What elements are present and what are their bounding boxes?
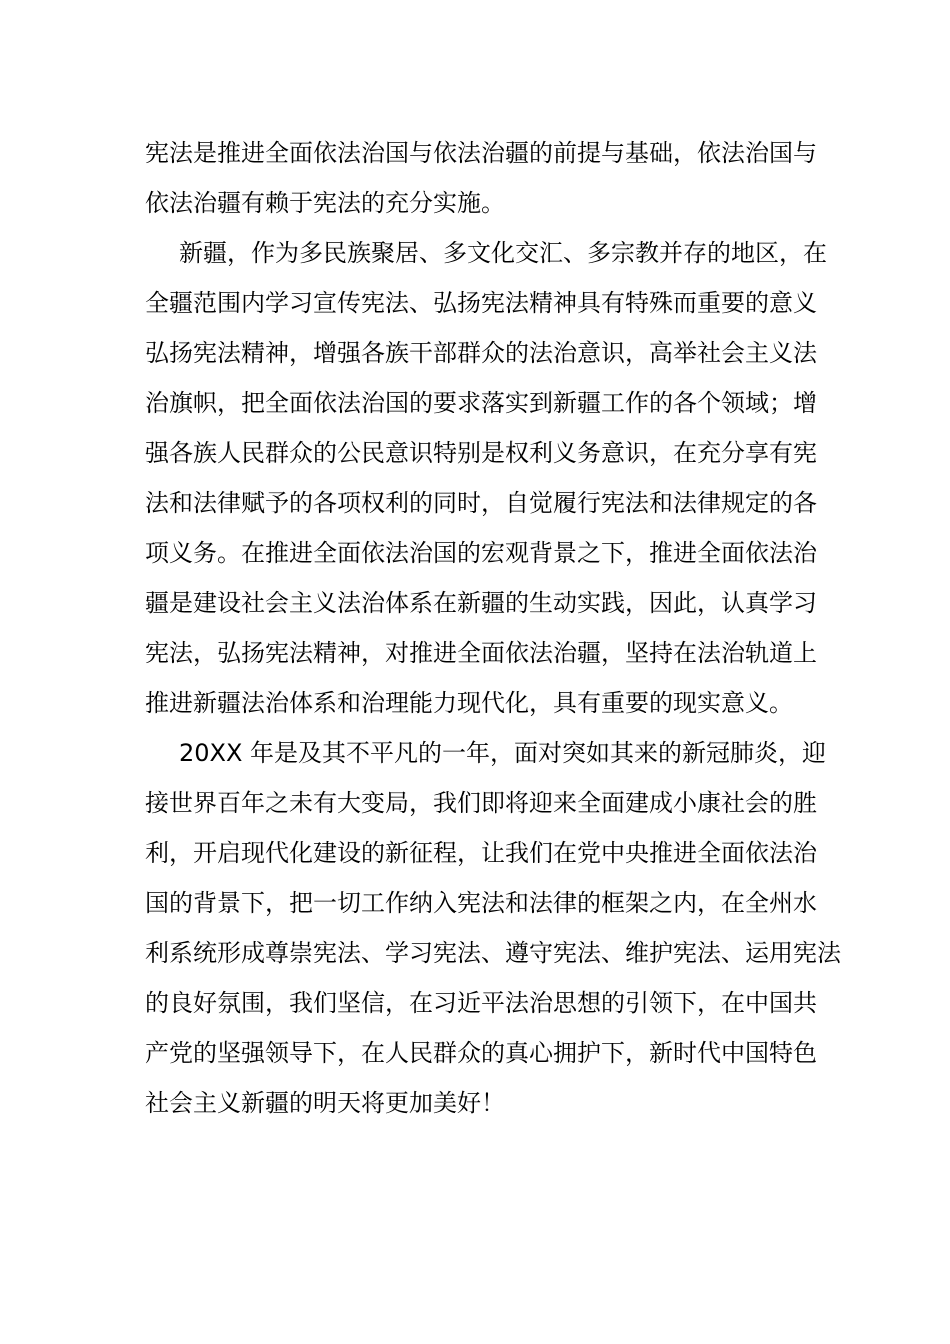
text-line: 推进新疆法治体系和治理能力现代化，具有重要的现实意义。 [145,689,793,717]
text-line: 产党的坚强领导下，在人民群众的真心拥护下，新时代中国特色 [145,1039,817,1067]
text-line: 利系统形成尊崇宪法、学习宪法、遵守宪法、维护宪法、运用宪法 [145,939,841,967]
text-line: 新疆，作为多民族聚居、多文化交汇、多宗教并存的地区，在 [179,239,827,267]
text-line: 20XX 年是及其不平凡的一年，面对突如其来的新冠肺炎，迎 [179,739,827,767]
text-line: 利，开启现代化建设的新征程，让我们在党中央推进全面依法治 [145,839,817,867]
text-line: 法和法律赋予的各项权利的同时，自觉履行宪法和法律规定的各 [145,489,817,517]
text-line: 治旗帜，把全面依法治国的要求落实到新疆工作的各个领域；增 [145,389,817,417]
text-line: 弘扬宪法精神，增强各族干部群众的法治意识，高举社会主义法 [145,339,817,367]
text-line: 宪法是推进全面依法治国与依法治疆的前提与基础，依法治国与 [145,139,817,167]
body-text [145,128,841,1128]
text-line: 接世界百年之未有大变局，我们即将迎来全面建成小康社会的胜 [145,789,817,817]
text-line: 项义务。在推进全面依法治国的宏观背景之下，推进全面依法治 [145,539,817,567]
text-line: 疆是建设社会主义法治体系在新疆的生动实践，因此，认真学习 [145,589,817,617]
text-line: 依法治疆有赖于宪法的充分实施。 [145,189,505,217]
text-line: 宪法，弘扬宪法精神，对推进全面依法治疆，坚持在法治轨道上 [145,639,817,667]
text-line: 的良好氛围，我们坚信，在习近平法治思想的引领下，在中国共 [145,989,817,1017]
text-line: 全疆范围内学习宣传宪法、弘扬宪法精神具有特殊而重要的意义 [145,289,817,317]
text-line: 强各族人民群众的公民意识特别是权利义务意识，在充分享有宪 [145,439,817,467]
text-line: 国的背景下，把一切工作纳入宪法和法律的框架之内，在全州水 [145,889,817,917]
text-line: 社会主义新疆的明天将更加美好！ [145,1089,505,1117]
